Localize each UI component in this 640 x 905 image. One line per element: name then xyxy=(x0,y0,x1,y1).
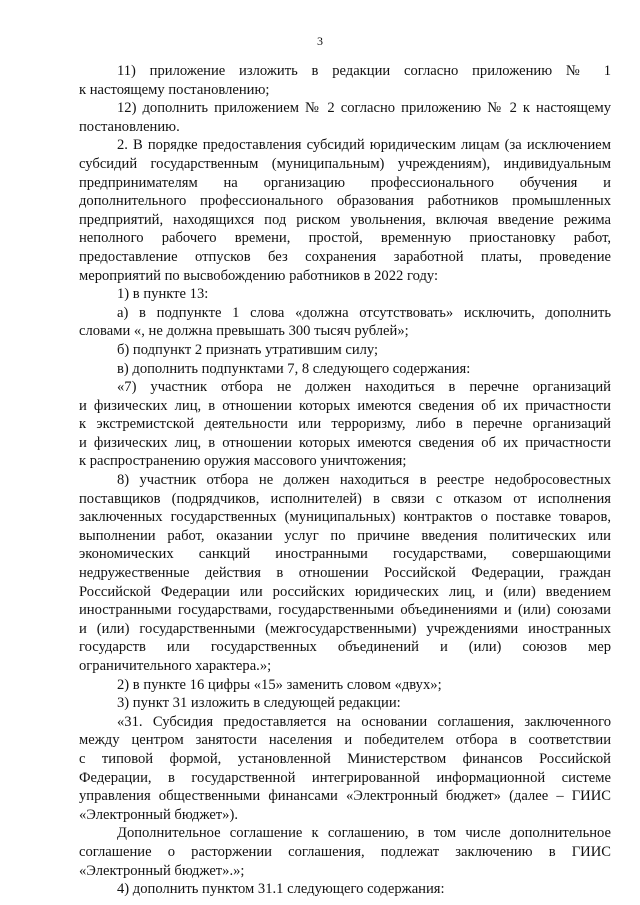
text-line: 2) в пункте 16 цифры «15» заменить словом «двух»; xyxy=(117,676,442,693)
page-number: 3 xyxy=(317,34,323,48)
text-line: словами «, не должна превышать 300 тысяч рублей»; xyxy=(79,323,409,340)
text-line: 3) пункт 31 изложить в следующей редакции: xyxy=(117,695,401,712)
text-line: 12) дополнить приложением № 2 согласно приложению № 2 к настоящему xyxy=(117,100,611,117)
text-line: ограничительного характера.»; xyxy=(79,658,272,674)
text-line: недружественные действия в отношении Российской Федерации, граждан xyxy=(79,565,611,582)
text-line: субсидий государственным (муниципальным) учреждениям), индивидуальным xyxy=(79,155,611,172)
text-line: 1) в пункте 13: xyxy=(117,286,209,303)
text-line: выполнении работ, оказании услуг по причине введения политических или xyxy=(79,527,611,544)
text-line: «31. Субсидия предоставляется на основании соглашения, заключенного xyxy=(117,713,611,730)
text-line: с типовой формой, установленной Министерством финансов Российской xyxy=(79,750,611,767)
text-line: «7) участник отбора не должен находиться в перечне организаций xyxy=(117,379,611,396)
text-line: 11) приложение изложить в редакции согласно приложению № 1 xyxy=(117,63,611,79)
text-line: постановлению. xyxy=(79,118,180,135)
text-line: предоставление отпусков без сохранения заработной платы, проведение xyxy=(79,248,611,265)
text-line: иностранными государствами, государственными объединениями и (или) союзами xyxy=(79,602,611,619)
text-line: заключенных государственных (муниципальных) контрактов о поставке товаров, xyxy=(79,509,611,526)
text-line: «Электронный бюджет».»; xyxy=(79,862,245,879)
text-line: государств или государственных объединений и (или) союзов мер xyxy=(79,639,611,656)
text-line: Дополнительное соглашение к соглашению, в том числе дополнительное xyxy=(117,825,611,842)
text-line: б) подпункт 2 признать утратившим силу; xyxy=(117,341,379,358)
text-line: соглашение о расторжении соглашения, подлежат заключению в ГИИС xyxy=(79,843,611,860)
text-line: к распространению оружия массового уничтожения; xyxy=(79,453,407,470)
text-line: Российской Федерации или российских юридических лиц, и (или) введением xyxy=(79,583,611,600)
text-line: между центром занятости населения и победителем отбора в соответствии xyxy=(79,732,611,749)
text-line: к настоящему постановлению; xyxy=(79,81,270,98)
text-line: неполного рабочего времени, простой, временную приостановку работ, xyxy=(79,230,611,247)
text-line: 8) участник отбора не должен находиться в реестре недобросовестных xyxy=(117,472,611,489)
text-line: Федерации, в государственной интегрированной информационной системе xyxy=(79,769,611,786)
document-body xyxy=(79,62,611,899)
text-line: поставщиков (подрядчиков, исполнителей) в связи с отказом от исполнения xyxy=(79,490,611,507)
text-line: предприятий, находящихся под риском увольнения, включая введение режима xyxy=(79,211,611,228)
text-line: в) дополнить подпунктами 7, 8 следующего содержания: xyxy=(117,360,471,377)
text-line: «Электронный бюджет»). xyxy=(79,806,238,823)
text-line: к экстремистской деятельности или терроризму, либо в перечне организаций xyxy=(79,416,611,433)
text-line: и (или) государственными (межгосударственными) учреждениями иностранных xyxy=(79,620,611,637)
text-line: предпринимателям на организацию профессионального обучения и xyxy=(79,174,611,191)
text-line: и физических лиц, в отношении которых имеются сведения об их причастности xyxy=(79,397,611,414)
text-line: 4) дополнить пунктом 31.1 следующего содержания: xyxy=(117,881,445,898)
text-line: а) в подпункте 1 слова «должна отсутствовать» исключить, дополнить xyxy=(117,304,611,321)
text-line: дополнительного профессионального образования работников промышленных xyxy=(79,193,611,210)
text-line: 2. В порядке предоставления субсидий юридическим лицам (за исключением xyxy=(117,137,611,154)
text-line: управления общественными финансами «Электронный бюджет» (далее – ГИИС xyxy=(79,788,611,805)
text-line: и физических лиц, в отношении которых имеются сведения об их причастности xyxy=(79,434,611,451)
text-line: экономических санкций иностранными государствами, совершающими xyxy=(79,546,611,563)
text-line: мероприятий по высвобождению работников в 2022 году: xyxy=(79,267,439,284)
